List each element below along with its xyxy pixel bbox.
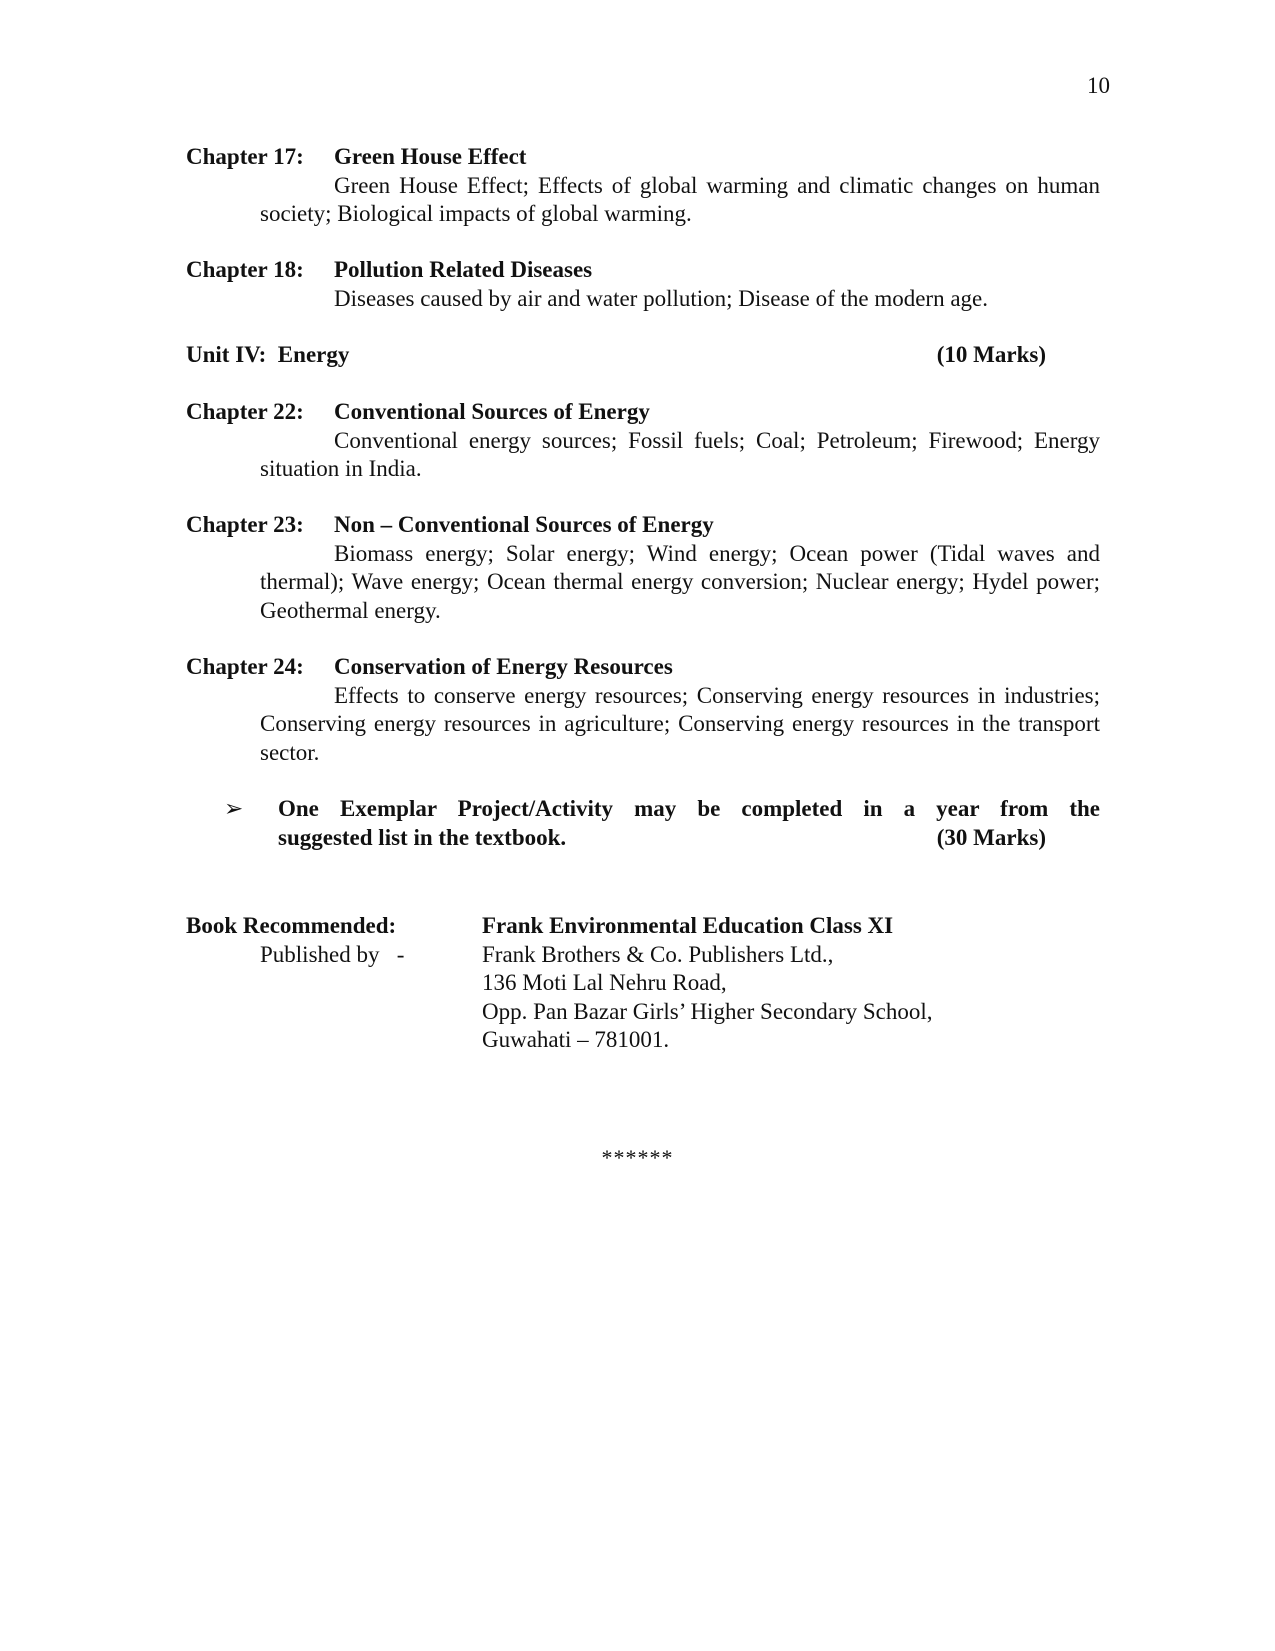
project-note	[186, 795, 1100, 852]
chapter-24-section	[186, 653, 1100, 767]
publisher-line: Guwahati – 781001.	[482, 1027, 670, 1052]
chapter-24-title: Conservation of Energy Resources	[334, 654, 673, 679]
chapter-23-label: Chapter 23:	[186, 512, 304, 537]
book-title: Frank Environmental Education Class XI	[482, 913, 894, 938]
chapter-24-body: Effects to conserve energy resources; Conserving energy resources in industries; Conserving energy resources in agriculture; Conserving energy resources in the transport sector.	[260, 682, 1100, 765]
chapter-18-heading	[186, 256, 1100, 285]
published-by-label: Published by -	[260, 941, 405, 967]
chapter-17-body: Green House Effect; Effects of global warming and climatic changes on human society; Biological impacts of global warming.	[260, 172, 1100, 226]
project-note-line2: suggested list in the textbook.	[278, 824, 567, 850]
publisher-address-row	[186, 998, 1100, 1027]
arrow-bullet-icon: ➢	[224, 796, 244, 821]
book-recommended-section	[186, 912, 1100, 1055]
publisher-address-row	[186, 969, 1100, 998]
chapter-17-heading	[186, 143, 1100, 172]
publisher-address-row	[186, 1026, 1100, 1055]
book-title-row	[186, 912, 1100, 941]
chapter-22-section	[186, 398, 1100, 484]
publisher-line: 136 Moti Lal Nehru Road,	[482, 970, 727, 995]
chapter-22-label: Chapter 22:	[186, 399, 304, 424]
page-number: 10	[1087, 73, 1110, 98]
chapter-24-label: Chapter 24:	[186, 654, 304, 679]
project-marks: (30 Marks)	[936, 824, 1046, 850]
unit-heading	[186, 341, 1046, 370]
end-mark: ******	[601, 1145, 674, 1170]
chapter-18-body: Diseases caused by air and water pollution; Disease of the modern age.	[334, 285, 989, 311]
chapter-23-body: Biomass energy; Solar energy; Wind energy; Ocean power (Tidal waves and thermal); Wave energy; Ocean thermal energy conversion; Nuclear energy; Hydel power; Geothermal energy.	[260, 540, 1100, 623]
unit-marks: (10 Marks)	[936, 342, 1046, 367]
chapter-17-title: Green House Effect	[334, 144, 527, 169]
chapter-18-label: Chapter 18:	[186, 257, 304, 282]
chapter-23-title: Non – Conventional Sources of Energy	[334, 512, 714, 537]
project-note-line2-row	[278, 824, 1046, 853]
unit-title: Unit IV: Energy	[186, 342, 350, 367]
chapter-17-label: Chapter 17:	[186, 144, 304, 169]
publisher-line: Opp. Pan Bazar Girls’ Higher Secondary School,	[482, 998, 933, 1024]
chapter-17-section	[186, 143, 1100, 229]
chapter-23-section	[186, 511, 1100, 625]
project-note-line1: One Exemplar Project/Activity may be completed in a year from the	[278, 796, 1100, 821]
publisher-line: Frank Brothers & Co. Publishers Ltd.,	[482, 941, 834, 967]
publisher-row	[186, 941, 1100, 970]
chapter-23-heading	[186, 511, 1100, 540]
chapter-22-body: Conventional energy sources; Fossil fuels; Coal; Petroleum; Firewood; Energy situation in India.	[260, 427, 1100, 481]
chapter-22-heading	[186, 398, 1100, 427]
chapter-18-section	[186, 256, 1100, 313]
book-recommended-label: Book Recommended:	[186, 913, 397, 938]
chapter-18-title: Pollution Related Diseases	[334, 257, 593, 282]
chapter-22-title: Conventional Sources of Energy	[334, 399, 650, 424]
chapter-24-heading	[186, 653, 1100, 682]
